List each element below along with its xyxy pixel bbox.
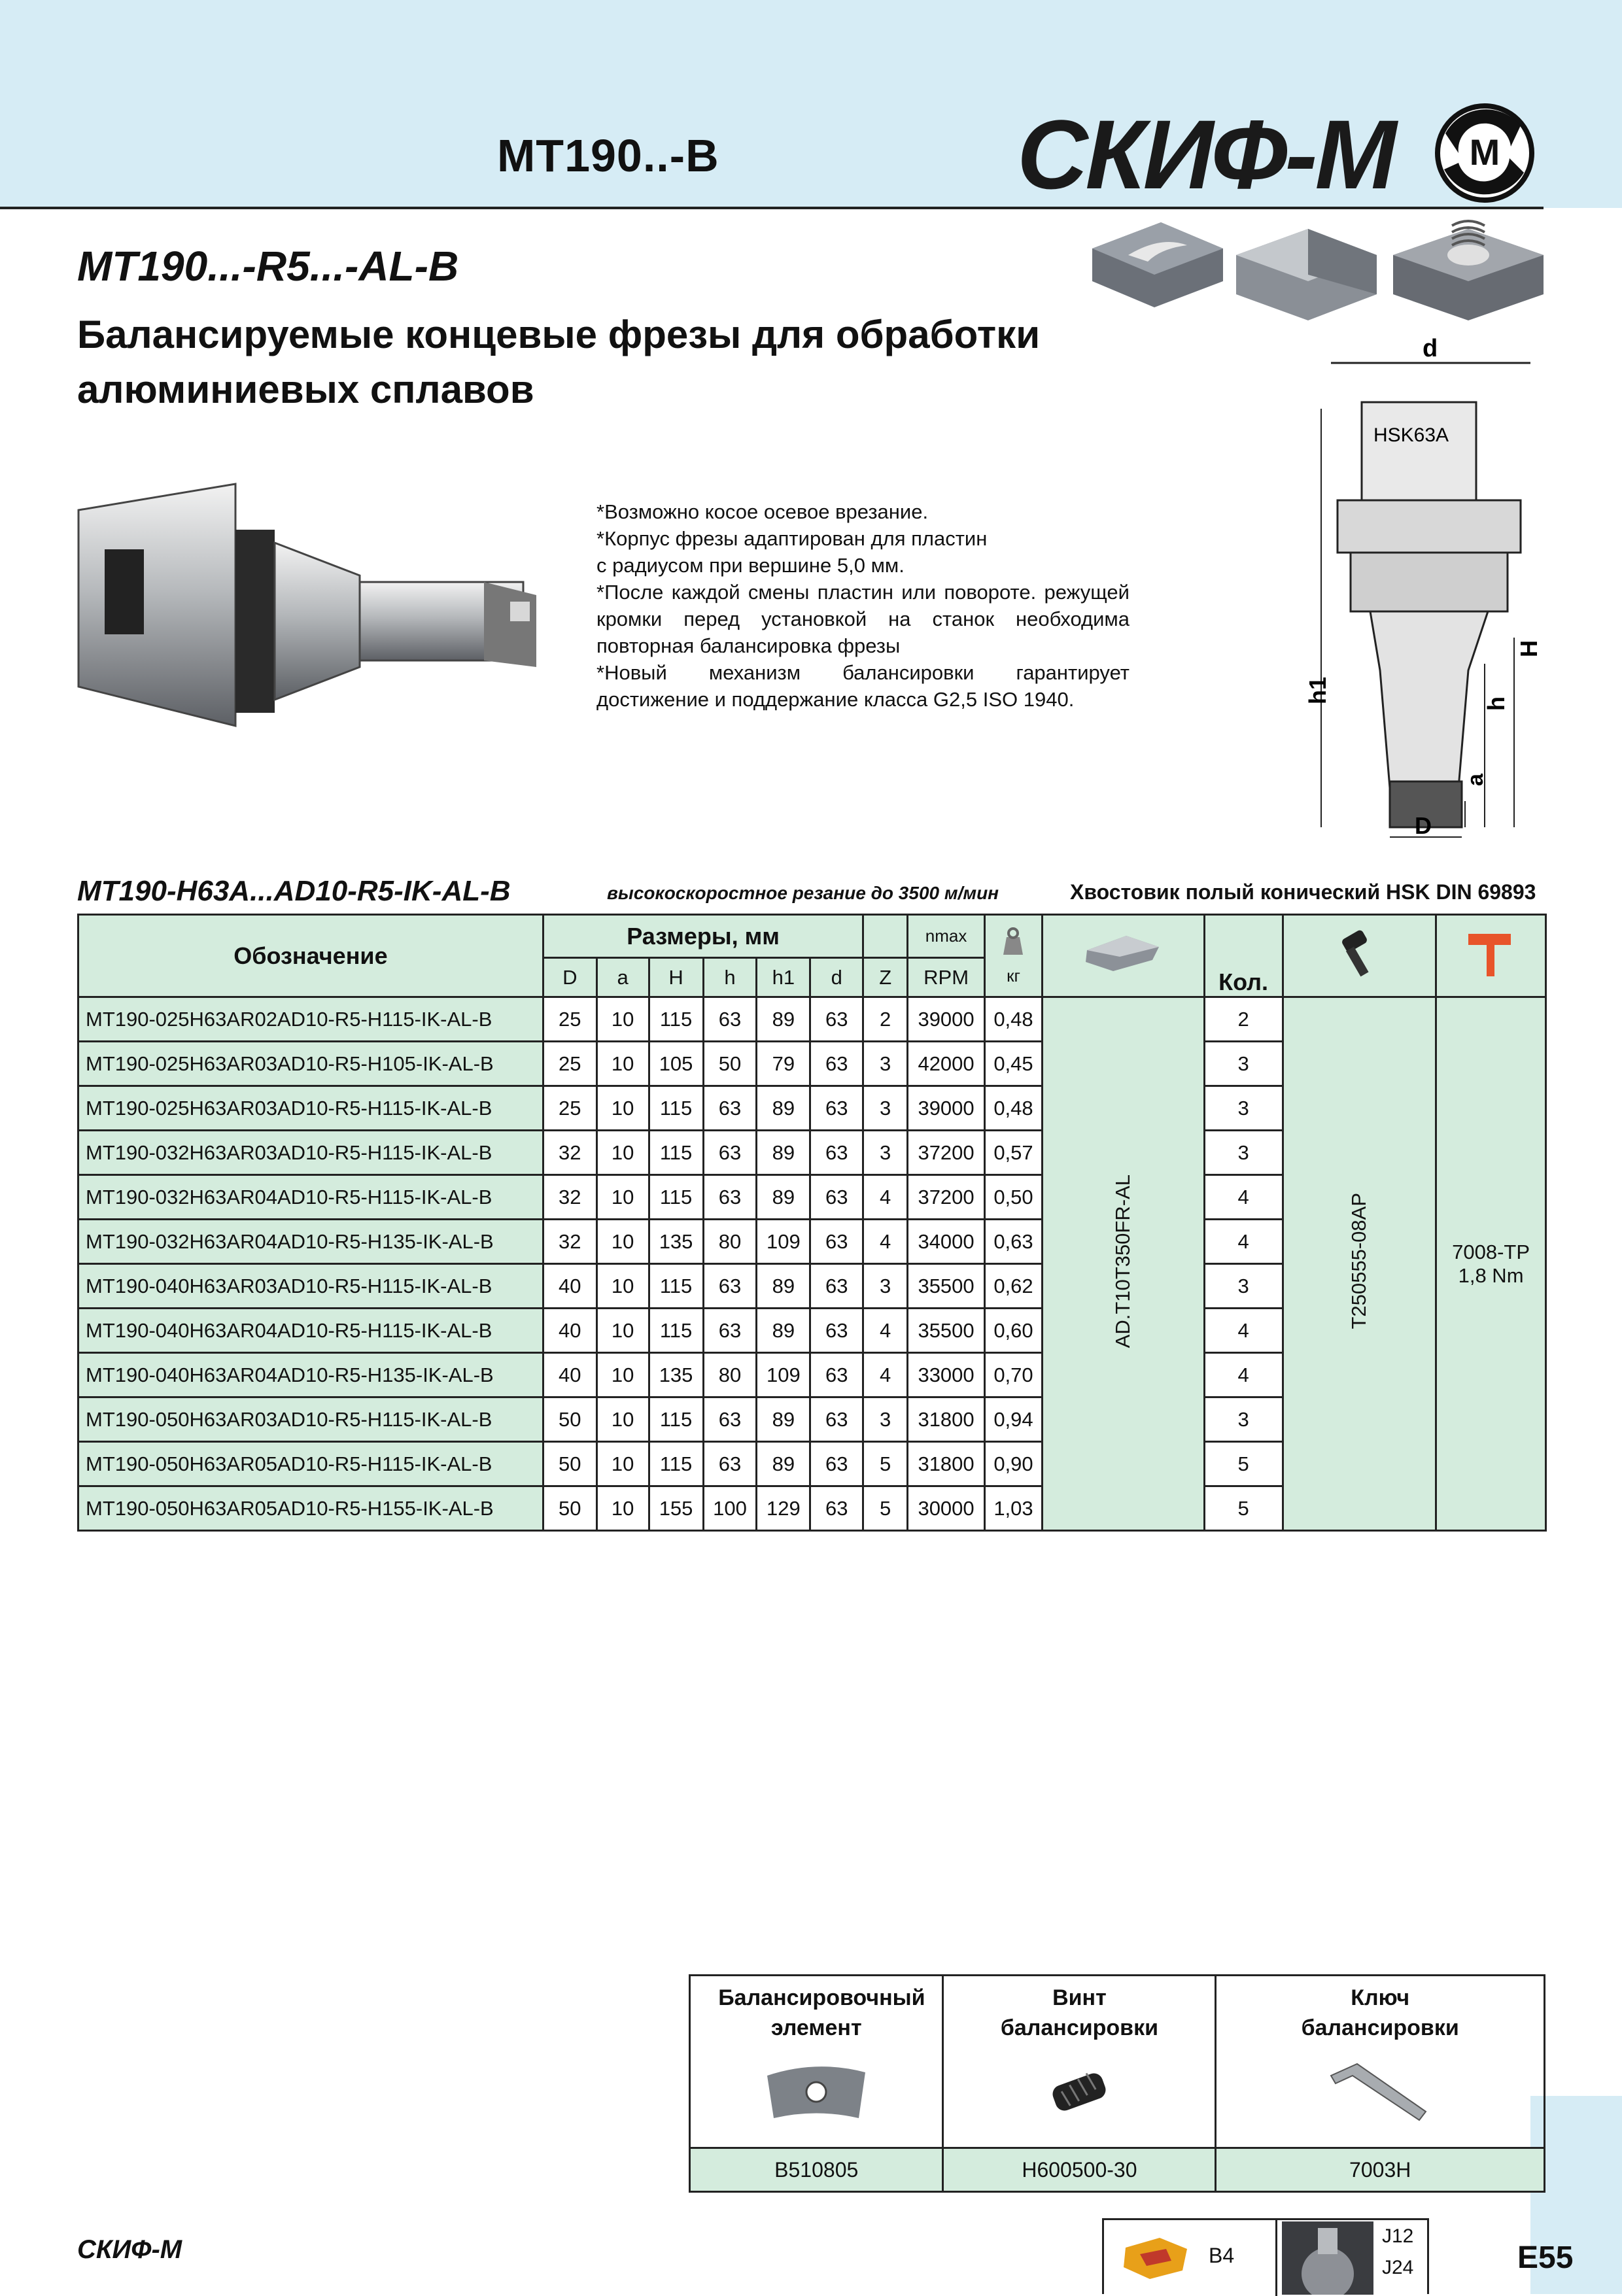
insert-top-icon bbox=[1092, 222, 1223, 307]
cell-h1: 89 bbox=[757, 1086, 810, 1131]
balancing-screw-cell bbox=[943, 1976, 1216, 2148]
balancing-element-code: B510805 bbox=[690, 2148, 943, 2192]
cell-h: 63 bbox=[703, 1264, 757, 1309]
header-screw bbox=[1283, 915, 1436, 997]
cell-H: 105 bbox=[649, 1042, 703, 1086]
cell-h1: 89 bbox=[757, 1175, 810, 1220]
cell-D: 50 bbox=[543, 1442, 596, 1486]
cell-a: 10 bbox=[596, 1486, 649, 1531]
cell-Z: 3 bbox=[863, 1264, 908, 1309]
cell-D: 32 bbox=[543, 1175, 596, 1220]
series-title: MT190..-B bbox=[497, 130, 719, 181]
header-h: h bbox=[703, 958, 757, 997]
cell-a: 10 bbox=[596, 1220, 649, 1264]
table-code: MT190-H63A...AD10-R5-IK-AL-B bbox=[77, 875, 511, 907]
cell-h1: 89 bbox=[757, 997, 810, 1042]
label-a: a bbox=[1463, 774, 1488, 786]
cell-designation: MT190-025H63AR03AD10-R5-H105-IK-AL-B bbox=[78, 1042, 544, 1086]
header-key bbox=[1436, 915, 1546, 997]
balancing-screw-code: H600500-30 bbox=[943, 2148, 1216, 2192]
cell-weight: 0,48 bbox=[985, 997, 1043, 1042]
header-qty: Кол. bbox=[1204, 915, 1283, 997]
balancing-element-label: Балансировочный элемент bbox=[718, 1985, 925, 2040]
cell-weight: 0,90 bbox=[985, 1442, 1043, 1486]
cell-h1: 89 bbox=[757, 1131, 810, 1175]
cell-H: 115 bbox=[649, 1442, 703, 1486]
header-kg: кг bbox=[1007, 965, 1020, 985]
header-weight bbox=[985, 915, 1043, 997]
cell-Z: 2 bbox=[863, 997, 908, 1042]
cell-Z: 3 bbox=[863, 1086, 908, 1131]
cell-qty: 3 bbox=[1204, 1086, 1283, 1131]
torx-key-icon bbox=[1462, 924, 1521, 983]
cross-reference-box bbox=[1102, 2218, 1429, 2294]
cell-h1: 129 bbox=[757, 1486, 810, 1531]
cell-designation: MT190-050H63AR03AD10-R5-H115-IK-AL-B bbox=[78, 1397, 544, 1442]
footer-brand: СКИФ-М bbox=[77, 2235, 182, 2264]
cell-rpm: 37200 bbox=[908, 1175, 985, 1220]
cell-a: 10 bbox=[596, 1175, 649, 1220]
cell-h1: 79 bbox=[757, 1042, 810, 1086]
cell-designation: MT190-050H63AR05AD10-R5-H155-IK-AL-B bbox=[78, 1486, 544, 1531]
insert-side-icon bbox=[1236, 229, 1377, 320]
shank-note: Хвостовик полый конический HSK DIN 69893 bbox=[1070, 880, 1536, 904]
cell-designation: MT190-050H63AR05AD10-R5-H115-IK-AL-B bbox=[78, 1442, 544, 1486]
cell-h: 63 bbox=[703, 1309, 757, 1353]
cell-qty: 3 bbox=[1204, 1397, 1283, 1442]
product-notes bbox=[596, 498, 1130, 713]
cell-H: 115 bbox=[649, 1264, 703, 1309]
cell-designation: MT190-040H63AR04AD10-R5-H115-IK-AL-B bbox=[78, 1309, 544, 1353]
xref-tool-2[interactable]: J24 bbox=[1382, 2257, 1414, 2278]
label-h: h bbox=[1483, 696, 1510, 711]
product-title: Балансируемые концевые фрезы для обработки алюминиевых сплавов bbox=[77, 313, 1041, 411]
cell-rpm: 42000 bbox=[908, 1042, 985, 1086]
cell-H: 115 bbox=[649, 1175, 703, 1220]
tool-photo bbox=[65, 471, 608, 759]
balancing-element-cell bbox=[690, 1976, 943, 2148]
cell-designation: MT190-032H63AR03AD10-R5-H115-IK-AL-B bbox=[78, 1131, 544, 1175]
label-h1: h1 bbox=[1304, 676, 1331, 704]
brand-logo bbox=[1017, 98, 1540, 203]
note-item: *Новый механизм балансировки гарантирует достижение и поддержание класса G2,5 ISO 1940. bbox=[596, 661, 1130, 711]
note-item: *Возможно косое осевое врезание. bbox=[596, 500, 929, 523]
cell-Z: 5 bbox=[863, 1442, 908, 1486]
cell-d: 63 bbox=[810, 997, 863, 1042]
cell-screw bbox=[1283, 997, 1436, 1531]
cell-rpm: 31800 bbox=[908, 1397, 985, 1442]
cell-D: 32 bbox=[543, 1131, 596, 1175]
insert-icon bbox=[1080, 931, 1165, 976]
brand-logo-text: СКИФ-М bbox=[1017, 99, 1394, 203]
cell-d: 63 bbox=[810, 1397, 863, 1442]
cell-D: 25 bbox=[543, 1042, 596, 1086]
cell-h: 80 bbox=[703, 1220, 757, 1264]
cell-D: 50 bbox=[543, 1486, 596, 1531]
cell-rpm: 31800 bbox=[908, 1442, 985, 1486]
cell-h1: 89 bbox=[757, 1264, 810, 1309]
cell-d: 63 bbox=[810, 1442, 863, 1486]
cell-rpm: 33000 bbox=[908, 1353, 985, 1397]
cell-qty: 3 bbox=[1204, 1131, 1283, 1175]
header-a: a bbox=[596, 958, 649, 997]
cell-designation: MT190-040H63AR03AD10-R5-H115-IK-AL-B bbox=[78, 1264, 544, 1309]
cell-Z: 3 bbox=[863, 1131, 908, 1175]
cell-rpm: 39000 bbox=[908, 997, 985, 1042]
hex-key-icon bbox=[1321, 2056, 1439, 2128]
cell-d: 63 bbox=[810, 1086, 863, 1131]
cell-d: 63 bbox=[810, 1131, 863, 1175]
cell-Z: 4 bbox=[863, 1309, 908, 1353]
cell-D: 32 bbox=[543, 1220, 596, 1264]
key-code: 7008-TP bbox=[1452, 1240, 1530, 1263]
balancing-screw-label: Винт балансировки bbox=[1000, 1985, 1158, 2040]
cell-d: 63 bbox=[810, 1353, 863, 1397]
cell-h: 63 bbox=[703, 1131, 757, 1175]
cell-H: 115 bbox=[649, 1086, 703, 1131]
cell-qty: 4 bbox=[1204, 1309, 1283, 1353]
cell-key bbox=[1436, 997, 1546, 1531]
key-torque: 1,8 Nm bbox=[1458, 1263, 1524, 1287]
cell-a: 10 bbox=[596, 1264, 649, 1309]
cell-h: 63 bbox=[703, 1086, 757, 1131]
note-item: *После каждой смены пластин или повороте. режущей кромки перед установкой на станок необходима повторная балансировка фрезы bbox=[596, 581, 1130, 657]
cell-h: 63 bbox=[703, 1442, 757, 1486]
screw-code: T250555-08AP bbox=[1347, 1193, 1371, 1329]
accessories-table bbox=[689, 1974, 1545, 2193]
cell-h: 80 bbox=[703, 1353, 757, 1397]
cell-designation: MT190-025H63AR02AD10-R5-H115-IK-AL-B bbox=[78, 997, 544, 1042]
cell-designation: MT190-032H63AR04AD10-R5-H135-IK-AL-B bbox=[78, 1220, 544, 1264]
cell-qty: 4 bbox=[1204, 1353, 1283, 1397]
cell-qty: 5 bbox=[1204, 1442, 1283, 1486]
header-H: H bbox=[649, 958, 703, 997]
header-insert bbox=[1042, 915, 1204, 997]
cell-qty: 4 bbox=[1204, 1175, 1283, 1220]
cell-weight: 0,45 bbox=[985, 1042, 1043, 1086]
header-blank bbox=[863, 915, 908, 958]
cell-h1: 89 bbox=[757, 1309, 810, 1353]
cell-a: 10 bbox=[596, 1131, 649, 1175]
label-H: H bbox=[1515, 640, 1542, 657]
tool-dimension-drawing bbox=[1298, 330, 1560, 853]
balancing-element-icon bbox=[761, 2056, 872, 2128]
cell-rpm: 34000 bbox=[908, 1220, 985, 1264]
cell-d: 63 bbox=[810, 1220, 863, 1264]
cell-rpm: 30000 bbox=[908, 1486, 985, 1531]
cell-h: 100 bbox=[703, 1486, 757, 1531]
balancing-key-label: Ключ балансировки bbox=[1301, 1985, 1459, 2040]
brand-emblem-icon bbox=[1438, 106, 1532, 200]
page-number: E55 bbox=[1517, 2240, 1574, 2275]
xref-insert[interactable]: B4 bbox=[1209, 2244, 1235, 2267]
weight-icon bbox=[997, 925, 1029, 958]
cell-rpm: 35500 bbox=[908, 1309, 985, 1353]
header-designation: Обозначение bbox=[78, 915, 544, 997]
cell-qty: 4 bbox=[1204, 1220, 1283, 1264]
cell-D: 25 bbox=[543, 1086, 596, 1131]
cell-h1: 109 bbox=[757, 1220, 810, 1264]
cell-a: 10 bbox=[596, 1086, 649, 1131]
header-rpm: RPM bbox=[908, 958, 985, 997]
label-D: D bbox=[1415, 812, 1432, 839]
cell-Z: 3 bbox=[863, 1397, 908, 1442]
cell-H: 135 bbox=[649, 1220, 703, 1264]
header-nmax: nmax bbox=[908, 915, 985, 958]
cell-a: 10 bbox=[596, 1353, 649, 1397]
table-body bbox=[78, 997, 1546, 1531]
cell-d: 63 bbox=[810, 1175, 863, 1220]
cell-insert bbox=[1042, 997, 1204, 1531]
label-hsk: HSK63A bbox=[1373, 424, 1449, 446]
cell-weight: 0,62 bbox=[985, 1264, 1043, 1309]
cell-qty: 5 bbox=[1204, 1486, 1283, 1531]
cell-a: 10 bbox=[596, 1397, 649, 1442]
cell-qty: 3 bbox=[1204, 1264, 1283, 1309]
balancing-screw-icon bbox=[1040, 2056, 1118, 2121]
cell-D: 40 bbox=[543, 1309, 596, 1353]
cell-H: 115 bbox=[649, 1397, 703, 1442]
cell-d: 63 bbox=[810, 1309, 863, 1353]
speed-note: высокоскоростное резание до 3500 м/мин bbox=[607, 883, 999, 903]
table-caption bbox=[77, 875, 1549, 908]
cell-weight: 1,03 bbox=[985, 1486, 1043, 1531]
cell-qty: 2 bbox=[1204, 997, 1283, 1042]
cell-H: 155 bbox=[649, 1486, 703, 1531]
cell-weight: 0,70 bbox=[985, 1353, 1043, 1397]
cell-Z: 3 bbox=[863, 1042, 908, 1086]
header-Z: Z bbox=[863, 958, 908, 997]
header-dimensions: Размеры, мм bbox=[543, 915, 863, 958]
cell-weight: 0,57 bbox=[985, 1131, 1043, 1175]
cell-H: 115 bbox=[649, 997, 703, 1042]
specifications-table bbox=[77, 914, 1547, 1532]
cell-a: 10 bbox=[596, 1042, 649, 1086]
cell-D: 40 bbox=[543, 1264, 596, 1309]
header-d: d bbox=[810, 958, 863, 997]
cell-H: 115 bbox=[649, 1131, 703, 1175]
cell-Z: 4 bbox=[863, 1220, 908, 1264]
cell-weight: 0,48 bbox=[985, 1086, 1043, 1131]
cell-h: 63 bbox=[703, 997, 757, 1042]
cell-a: 10 bbox=[596, 1309, 649, 1353]
table-row bbox=[78, 997, 1546, 1042]
cell-a: 10 bbox=[596, 1442, 649, 1486]
cell-designation: MT190-040H63AR04AD10-R5-H135-IK-AL-B bbox=[78, 1353, 544, 1397]
cell-d: 63 bbox=[810, 1264, 863, 1309]
cell-Z: 4 bbox=[863, 1175, 908, 1220]
cell-h1: 89 bbox=[757, 1397, 810, 1442]
cell-qty: 3 bbox=[1204, 1042, 1283, 1086]
header-D: D bbox=[543, 958, 596, 997]
insert-code: AD.T10T350FR-AL bbox=[1111, 1174, 1135, 1348]
cell-D: 40 bbox=[543, 1353, 596, 1397]
balancing-key-code: 7003H bbox=[1216, 2148, 1545, 2192]
cell-d: 63 bbox=[810, 1486, 863, 1531]
cell-a: 10 bbox=[596, 997, 649, 1042]
cell-rpm: 39000 bbox=[908, 1086, 985, 1131]
cell-h: 63 bbox=[703, 1175, 757, 1220]
cell-h1: 89 bbox=[757, 1442, 810, 1486]
product-code: MT190...-R5...-AL-B bbox=[77, 243, 459, 290]
cell-H: 115 bbox=[649, 1309, 703, 1353]
xref-tool-1[interactable]: J12 bbox=[1382, 2225, 1414, 2247]
cell-h1: 109 bbox=[757, 1353, 810, 1397]
cell-weight: 0,60 bbox=[985, 1309, 1043, 1353]
insert-with-spring-icon bbox=[1393, 221, 1544, 320]
cell-designation: MT190-025H63AR03AD10-R5-H115-IK-AL-B bbox=[78, 1086, 544, 1131]
header-h1: h1 bbox=[757, 958, 810, 997]
cell-designation: MT190-032H63AR04AD10-R5-H115-IK-AL-B bbox=[78, 1175, 544, 1220]
cell-D: 50 bbox=[543, 1397, 596, 1442]
cell-H: 135 bbox=[649, 1353, 703, 1397]
cell-rpm: 37200 bbox=[908, 1131, 985, 1175]
cell-d: 63 bbox=[810, 1042, 863, 1086]
cell-Z: 5 bbox=[863, 1486, 908, 1531]
note-item: *Корпус фрезы адаптирован для пластин с радиусом при вершине 5,0 мм. bbox=[596, 527, 988, 577]
cell-Z: 4 bbox=[863, 1353, 908, 1397]
insert-illustrations bbox=[1089, 209, 1553, 320]
cell-h: 50 bbox=[703, 1042, 757, 1086]
cell-D: 25 bbox=[543, 997, 596, 1042]
cell-weight: 0,63 bbox=[985, 1220, 1043, 1264]
tool-thumbnail-icon bbox=[1282, 2221, 1373, 2295]
svg-text:M: M bbox=[1469, 131, 1500, 173]
cell-rpm: 35500 bbox=[908, 1264, 985, 1309]
cell-weight: 0,50 bbox=[985, 1175, 1043, 1220]
balancing-key-cell bbox=[1216, 1976, 1545, 2148]
label-d: d bbox=[1423, 335, 1438, 362]
cell-weight: 0,94 bbox=[985, 1397, 1043, 1442]
insert-thumbnail-icon bbox=[1120, 2235, 1192, 2280]
screw-icon bbox=[1330, 924, 1389, 983]
cell-h: 63 bbox=[703, 1397, 757, 1442]
